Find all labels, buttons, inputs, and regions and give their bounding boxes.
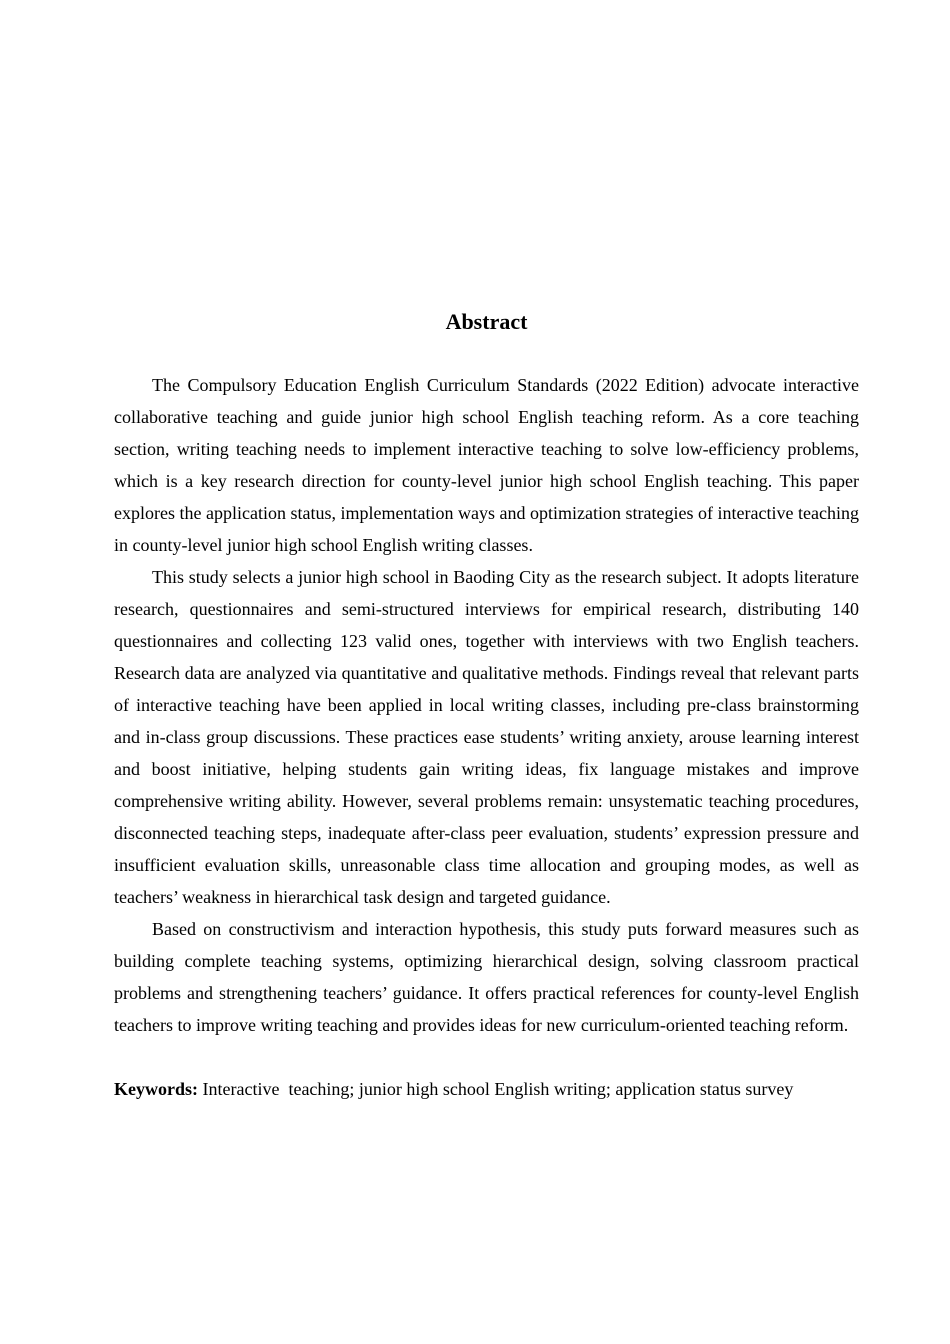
keywords-label: Keywords: (114, 1079, 198, 1099)
abstract-paragraph-1: The Compulsory Education English Curriculum Standards (2022 Edition) advocate interactive collaborative teaching and guide junior high school English teaching reform. As a core teaching section, writing teaching needs to implement interactive teaching to solve low-efficiency problems, which is a key research direction for county-level junior high school English teaching. This paper explores the application status, implementation ways and optimization strategies of interactive teaching in county-level junior high school English writing classes. (114, 375, 859, 555)
abstract-paragraph-2: This study selects a junior high school in Baoding City as the research subject. It adopts literature research, questionnaires and semi-structured interviews for empirical research, distributing 140 questionnaires and collecting 123 valid ones, together with interviews with two English teachers. Research data are analyzed via quantitative and qualitative methods. Findings reveal that relevant parts of interactive teaching have been applied in local writing classes, including pre-class brainstorming and in-class group discussions. These practices ease students’ writing anxiety, arouse learning interest and boost initiative, helping students gain writing ideas, fix language mistakes and improve comprehensive writing ability. However, several problems remain: unsystematic teaching procedures, disconnected teaching steps, inadequate after-class peer evaluation, students’ expression pressure and insufficient evaluation skills, unreasonable class time allocation and grouping modes, as well as teachers’ weakness in hierarchical task design and targeted guidance. (114, 567, 859, 907)
keywords-text: Interactive teaching; junior high school English writing; application status survey (198, 1079, 794, 1099)
keywords-line (114, 1073, 859, 1105)
abstract-paragraph-3: Based on constructivism and interaction hypothesis, this study puts forward measures such as building complete teaching systems, optimizing hierarchical design, solving classroom practical problems and strengthening teachers’ guidance. It offers practical references for county-level English teachers to improve writing teaching and provides ideas for new curriculum-oriented teaching reform. (114, 919, 859, 1035)
abstract-section (114, 305, 859, 1105)
abstract-title: Abstract (445, 309, 528, 334)
